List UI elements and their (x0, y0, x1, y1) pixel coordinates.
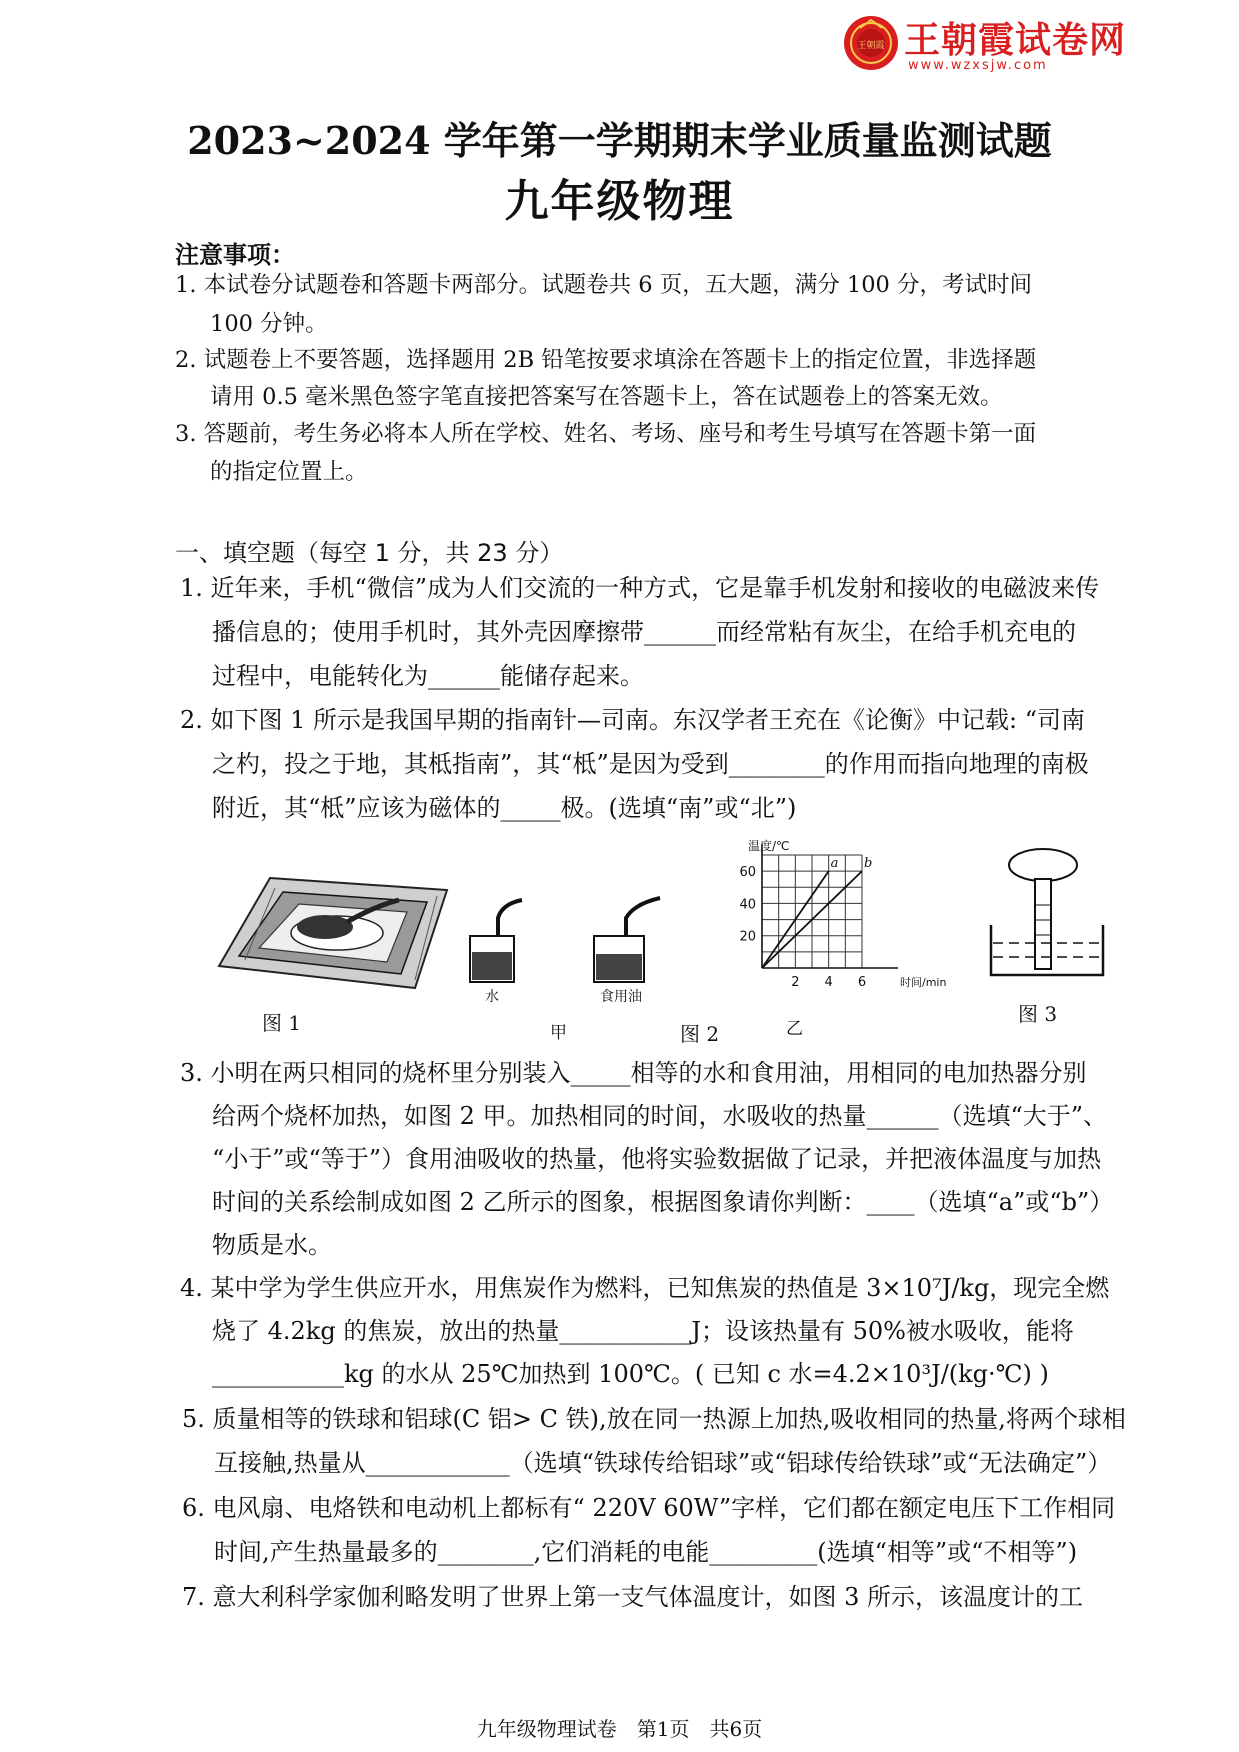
chart-y-tick-label: 20 (739, 929, 756, 945)
question-2-line: 2. 如下图 1 所示是我国早期的指南针—司南。东汉学者王充在《论衡》中记载: “司南 (180, 706, 1086, 734)
chart-x-tick-label: 2 (791, 975, 800, 990)
question-4-line: ___________kg 的水从 25℃加热到 100℃。( 已知 c 水=4.2×10³J/(kg·℃) ) (212, 1360, 1049, 1388)
question-4-line: 烧了 4.2kg 的焦炭，放出的热量___________J；设该热量有 50%被水吸收，能将 (212, 1317, 1074, 1345)
section-heading: 一、填空题（每空 1 分，共 23 分） (175, 539, 564, 567)
question-5-line: 互接触,热量从____________（选填“铁球传给铝球”或“铝球传给铁球”或“无法确定”） (214, 1449, 1112, 1477)
seal-text: 王朝霞 (857, 41, 885, 51)
question-3-line: 给两个烧杯加热，如图 2 甲。加热相同的时间，水吸收的热量______（选填“大于”、 (212, 1102, 1108, 1130)
question-2-line: 之杓，投之于地，其柢指南”，其“柢”是因为受到________的作用而指向地理的南极 (212, 750, 1089, 778)
figure-3-gas-thermometer (985, 845, 1115, 990)
question-3-line: 物质是水。 (212, 1231, 332, 1259)
question-2-line: 附近，其“柢”应该为磁体的_____极。(选填“南”或“北”) (212, 794, 797, 822)
chart-x-label: 时间/min (900, 976, 947, 989)
question-1-line: 播信息的；使用手机时，其外壳因摩擦带______而经常粘有灰尘，在给手机充电的 (212, 618, 1076, 646)
question-5-line: 5. 质量相等的铁球和铝球(C 铝> C 铁),放在同一热源上加热,吸收相同的热量,将两个球相 (182, 1405, 1126, 1433)
exam-title: 2023~2024 学年第一学期期末学业质量监测试题 (187, 118, 1052, 163)
chart-x-tick-label: 6 (857, 975, 867, 990)
notice-line: 1. 本试卷分试题卷和答题卡两部分。试题卷共 6 页，五大题，满分 100 分，考试时间 (175, 272, 1032, 298)
figure-2b-temperature-chart (700, 838, 970, 998)
chart-series-label-b: b (864, 856, 873, 872)
question-3-line: “小于”或“等于”）食用油吸收的热量，他将实验数据做了记录，并把液体温度与加热 (212, 1145, 1102, 1173)
beaker-water-label: 水 (485, 989, 499, 1005)
notice-line: 请用 0.5 毫米黑色签字笔直接把答案写在答题卡上，答在试题卷上的答案无效。 (210, 384, 1003, 410)
question-3-line: 3. 小明在两只相同的烧杯里分别装入_____相等的水和食用油，用相同的电加热器分别 (180, 1059, 1087, 1087)
page-footer: 九年级物理试卷 第1页 共6页 (476, 1717, 763, 1741)
brand-url: www.wzxsjw.com (908, 58, 1048, 73)
notice-heading: 注意事项： (175, 241, 295, 269)
question-6-line: 时间,产生热量最多的________,它们消耗的电能_________(选填“相等”或“不相等”) (214, 1538, 1078, 1566)
notice-line: 2. 试题卷上不要答题，选择题用 2B 铅笔按要求填涂在答题卡上的指定位置，非选择题 (175, 347, 1037, 373)
seal-logo-icon (842, 14, 900, 72)
question-6-line: 6. 电风扇、电烙铁和电动机上都标有“ 220V 60W”字样，它们都在额定电压下工作相同 (182, 1494, 1116, 1522)
question-7-line: 7. 意大利科学家伽利略发明了世界上第一支气体温度计，如图 3 所示，该温度计的工 (182, 1583, 1084, 1611)
notice-line: 的指定位置上。 (210, 459, 368, 485)
question-4-line: 4. 某中学为学生供应开水，用焦炭作为燃料，已知焦炭的热值是 3×10⁷J/kg，现完全燃 (180, 1274, 1110, 1302)
figure-2-caption: 图 2 (680, 1022, 720, 1046)
question-1-line: 1. 近年来，手机“微信”成为人们交流的一种方式，它是靠手机发射和接收的电磁波来传 (180, 574, 1100, 602)
notice-line: 100 分钟。 (210, 311, 328, 337)
figure-2a-label: 甲 (550, 1023, 567, 1043)
brand-name: 王朝霞试卷网 (904, 20, 1127, 61)
figure-1-sinan-compass (215, 870, 450, 995)
exam-subject: 九年级物理 (504, 176, 735, 227)
figure-2b-label: 乙 (786, 1019, 803, 1039)
chart-y-tick-label: 60 (739, 865, 756, 881)
chart-y-tick-label: 40 (739, 897, 756, 913)
figure-1-caption: 图 1 (262, 1011, 302, 1035)
site-logo (842, 10, 1152, 78)
figure-2a-beakers (462, 890, 682, 990)
chart-y-label: 温度/℃ (748, 839, 790, 853)
question-3-line: 时间的关系绘制成如图 2 乙所示的图象，根据图象请你判断：____（选填“a”或“b”） (212, 1188, 1114, 1216)
chart-series-label-a: a (830, 856, 839, 872)
chart-grid (762, 855, 862, 968)
notice-line: 3. 答题前，考生务必将本人所在学校、姓名、考场、座号和考生号填写在答题卡第一面 (175, 421, 1037, 447)
chart-x-tick-label: 4 (824, 975, 833, 990)
figure-3-caption: 图 3 (1018, 1002, 1058, 1026)
question-1-line: 过程中，电能转化为______能储存起来。 (212, 662, 644, 690)
beaker-oil-label: 食用油 (600, 989, 642, 1005)
